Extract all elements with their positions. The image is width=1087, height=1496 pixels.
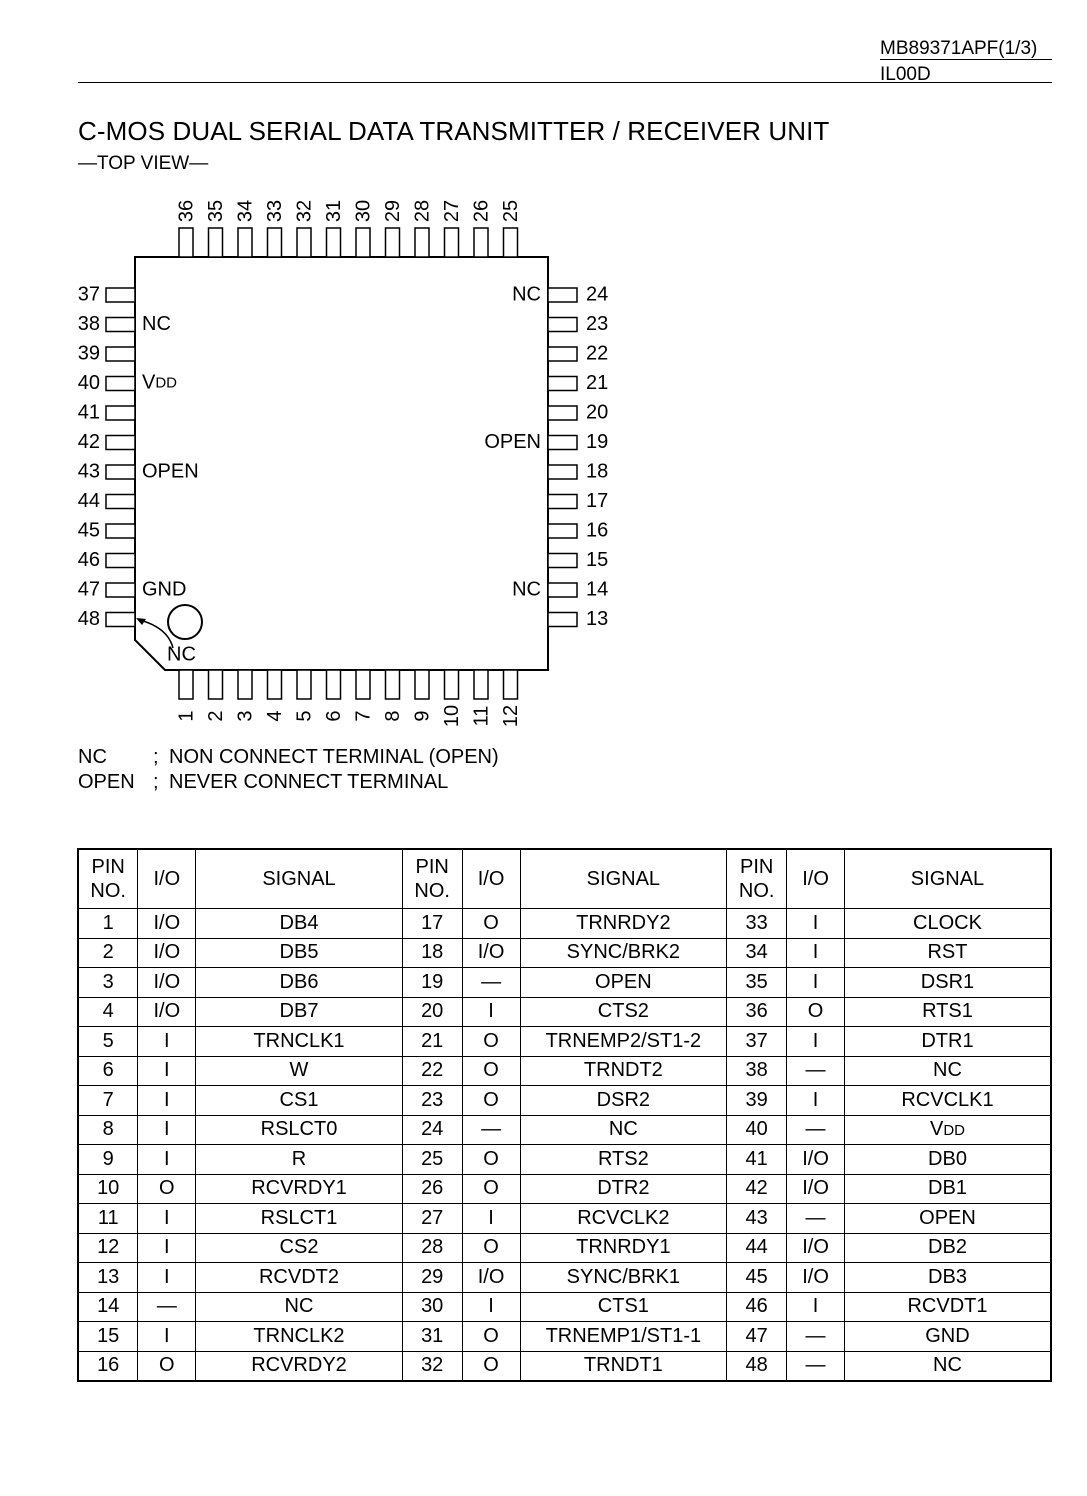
pin-lead xyxy=(548,495,577,509)
io-cell: O xyxy=(138,1174,196,1204)
pin-number-cell: 45 xyxy=(727,1263,787,1293)
pin-lead xyxy=(548,583,577,597)
pin-lead xyxy=(209,228,223,257)
io-cell: I xyxy=(138,1204,196,1234)
signal-cell: DB1 xyxy=(844,1174,1051,1204)
pin-lead xyxy=(238,670,252,699)
pin-lead xyxy=(179,670,193,699)
pin-number-cell: 40 xyxy=(727,1115,787,1145)
io-cell: I/O xyxy=(462,1263,520,1293)
io-cell: — xyxy=(787,1056,845,1086)
pin-lead xyxy=(327,228,341,257)
io-cell: — xyxy=(138,1292,196,1322)
signal-cell: DB7 xyxy=(196,997,403,1027)
signal-header: SIGNAL xyxy=(844,849,1051,909)
io-header: I/O xyxy=(138,849,196,909)
signal-cell: TRNCLK1 xyxy=(196,1027,403,1057)
pin-lead xyxy=(106,347,135,361)
pin-number-cell: 47 xyxy=(727,1322,787,1352)
pin-number-label: 41 xyxy=(77,401,100,424)
io-cell: O xyxy=(462,1145,520,1175)
table-row xyxy=(78,1115,1051,1145)
pin-no-header: PIN NO. xyxy=(402,849,462,909)
pin-number-label: 46 xyxy=(77,548,100,571)
io-cell: I/O xyxy=(787,1233,845,1263)
signal-cell: OPEN xyxy=(844,1204,1051,1234)
table-header-row xyxy=(78,849,1051,909)
io-cell: I xyxy=(138,1056,196,1086)
pin-number-label: 25 xyxy=(499,199,522,223)
pin-number-cell: 48 xyxy=(727,1351,787,1381)
signal-cell: CLOCK xyxy=(844,909,1051,939)
pin-lead xyxy=(106,288,135,302)
pin-lead xyxy=(106,436,135,450)
signal-cell: TRNDT1 xyxy=(520,1351,727,1381)
signal-cell: RTS2 xyxy=(520,1145,727,1175)
pin-lead xyxy=(268,228,282,257)
pin-number-label: 35 xyxy=(204,199,227,223)
io-cell: O xyxy=(462,909,520,939)
pin-lead xyxy=(548,436,577,450)
table-row xyxy=(78,1322,1051,1352)
table-row xyxy=(78,1233,1051,1263)
pin-lead xyxy=(106,318,135,332)
pin-number-label: 16 xyxy=(586,519,609,542)
pin-number-label: 9 xyxy=(411,710,434,722)
pin-number-cell: 12 xyxy=(78,1233,138,1263)
pin-lead xyxy=(356,228,370,257)
pin-signal-label: GND xyxy=(142,578,187,601)
io-cell: I xyxy=(138,1233,196,1263)
signal-cell: VDD xyxy=(844,1115,1051,1145)
signal-cell: TRNRDY2 xyxy=(520,909,727,939)
pin-number-cell: 11 xyxy=(78,1204,138,1234)
pin-signal-label: NC xyxy=(142,312,171,335)
signal-cell: NC xyxy=(196,1292,403,1322)
legend-key: OPEN xyxy=(78,771,135,793)
pin-lead xyxy=(548,524,577,538)
pin-number-label: 12 xyxy=(499,704,522,728)
pin-number-cell: 44 xyxy=(727,1233,787,1263)
signal-cell: DTR1 xyxy=(844,1027,1051,1057)
table-row xyxy=(78,1351,1051,1381)
pin-number-label: 14 xyxy=(586,578,609,601)
pin-number-cell: 39 xyxy=(727,1086,787,1116)
signal-cell: DB3 xyxy=(844,1263,1051,1293)
signal-header: SIGNAL xyxy=(520,849,727,909)
signal-cell: TRNEMP2/ST1-2 xyxy=(520,1027,727,1057)
signal-cell: GND xyxy=(844,1322,1051,1352)
pin-number-label: 11 xyxy=(470,705,493,727)
pin-number-label: 23 xyxy=(586,312,609,335)
io-cell: O xyxy=(462,1174,520,1204)
pin-number-label: 27 xyxy=(440,199,463,223)
part-number: MB89371APF(1/3) xyxy=(880,38,1038,59)
pin-lead xyxy=(106,613,135,627)
pin-number-label: 36 xyxy=(175,199,198,223)
table-row xyxy=(78,909,1051,939)
signal-cell: SYNC/BRK2 xyxy=(520,938,727,968)
io-cell: I xyxy=(138,1263,196,1293)
page-title: C-MOS DUAL SERIAL DATA TRANSMITTER / RECEIVER UNIT xyxy=(78,116,830,146)
signal-cell: RCVDT2 xyxy=(196,1263,403,1293)
pin-number-cell: 17 xyxy=(402,909,462,939)
pin-number-cell: 18 xyxy=(402,938,462,968)
signal-cell: RTS1 xyxy=(844,997,1051,1027)
io-cell: I/O xyxy=(138,997,196,1027)
pin-number-cell: 2 xyxy=(78,938,138,968)
pin-number-cell: 1 xyxy=(78,909,138,939)
pin-lead xyxy=(106,554,135,568)
pin-lead xyxy=(106,406,135,420)
doc-code: IL00D xyxy=(880,64,931,85)
signal-cell: RST xyxy=(844,938,1051,968)
signal-cell: RCVDT1 xyxy=(844,1292,1051,1322)
pin-number-label: 48 xyxy=(77,607,100,630)
signal-cell: DSR2 xyxy=(520,1086,727,1116)
pin-number-cell: 28 xyxy=(402,1233,462,1263)
pin-number-cell: 20 xyxy=(402,997,462,1027)
signal-cell: DB5 xyxy=(196,938,403,968)
pin-lead xyxy=(356,670,370,699)
pin-number-label: 30 xyxy=(352,199,375,223)
io-cell: O xyxy=(138,1351,196,1381)
io-cell: I xyxy=(138,1027,196,1057)
legend-nc xyxy=(78,744,499,770)
table-row xyxy=(78,1263,1051,1293)
view-label: —TOP VIEW— xyxy=(78,153,209,174)
pin-number-label: 7 xyxy=(352,710,375,722)
io-cell: O xyxy=(462,1322,520,1352)
pin1-index-mark xyxy=(168,605,202,639)
io-cell: I xyxy=(787,1027,845,1057)
pin-number-label: 34 xyxy=(234,199,257,223)
signal-cell: NC xyxy=(844,1056,1051,1086)
pin-number-label: 31 xyxy=(322,199,345,223)
pin-number-cell: 15 xyxy=(78,1322,138,1352)
pin-number-cell: 4 xyxy=(78,997,138,1027)
signal-cell: SYNC/BRK1 xyxy=(520,1263,727,1293)
table-row xyxy=(78,1204,1051,1234)
pin-number-cell: 25 xyxy=(402,1145,462,1175)
io-header: I/O xyxy=(787,849,845,909)
corner-nc-label: NC xyxy=(167,643,196,666)
pin-number-cell: 10 xyxy=(78,1174,138,1204)
pin-number-cell: 43 xyxy=(727,1204,787,1234)
signal-cell: RCVRDY1 xyxy=(196,1174,403,1204)
pin-number-label: 24 xyxy=(586,283,609,306)
pin-number-cell: 19 xyxy=(402,968,462,998)
pin-number-label: 45 xyxy=(77,519,100,542)
table-row xyxy=(78,1056,1051,1086)
pin-lead xyxy=(106,583,135,597)
pin-number-cell: 35 xyxy=(727,968,787,998)
pin-number-label: 44 xyxy=(77,489,100,512)
pin-number-label: 13 xyxy=(586,607,609,630)
pin-lead xyxy=(415,670,429,699)
io-cell: I xyxy=(138,1322,196,1352)
io-cell: I xyxy=(462,997,520,1027)
pin-assignment-table xyxy=(77,848,1052,1382)
io-cell: — xyxy=(462,968,520,998)
io-cell: O xyxy=(787,997,845,1027)
io-cell: I/O xyxy=(138,968,196,998)
signal-cell: RCVCLK2 xyxy=(520,1204,727,1234)
io-cell: I xyxy=(462,1292,520,1322)
pin-number-label: 2 xyxy=(204,710,227,722)
pin-number-cell: 13 xyxy=(78,1263,138,1293)
signal-cell: DTR2 xyxy=(520,1174,727,1204)
pin-lead xyxy=(297,670,311,699)
io-cell: I/O xyxy=(787,1145,845,1175)
pin-number-label: 1 xyxy=(175,710,198,722)
pin-number-cell: 37 xyxy=(727,1027,787,1057)
io-header: I/O xyxy=(462,849,520,909)
pin-number-label: 5 xyxy=(293,710,316,722)
pin-number-cell: 30 xyxy=(402,1292,462,1322)
pin-lead xyxy=(504,228,518,257)
pin-lead xyxy=(548,406,577,420)
legend-text: NON CONNECT TERMINAL (OPEN) xyxy=(169,746,499,768)
pin-number-cell: 42 xyxy=(727,1174,787,1204)
io-cell: I xyxy=(462,1204,520,1234)
pin-number-label: 26 xyxy=(470,199,493,223)
signal-cell: W xyxy=(196,1056,403,1086)
pin-number-label: 15 xyxy=(586,548,609,571)
signal-cell: RSLCT0 xyxy=(196,1115,403,1145)
pin-lead xyxy=(415,228,429,257)
pin-number-label: 18 xyxy=(586,460,609,483)
pin-number-cell: 26 xyxy=(402,1174,462,1204)
signal-cell: RCVCLK1 xyxy=(844,1086,1051,1116)
pin-lead xyxy=(548,288,577,302)
pin-signal-label: NC xyxy=(512,578,541,601)
table-row xyxy=(78,1027,1051,1057)
pin-number-cell: 3 xyxy=(78,968,138,998)
pin-lead xyxy=(238,228,252,257)
table-row xyxy=(78,997,1051,1027)
pin-number-cell: 16 xyxy=(78,1351,138,1381)
table-body xyxy=(78,909,1051,1382)
pin-number-label: 37 xyxy=(77,283,100,306)
pin-lead xyxy=(548,318,577,332)
io-cell: — xyxy=(787,1115,845,1145)
pin-lead xyxy=(106,465,135,479)
signal-cell: R xyxy=(196,1145,403,1175)
table-row xyxy=(78,968,1051,998)
pin-lead xyxy=(386,670,400,699)
pin-number-cell: 27 xyxy=(402,1204,462,1234)
pin-number-cell: 33 xyxy=(727,909,787,939)
io-cell: — xyxy=(462,1115,520,1145)
signal-cell: NC xyxy=(520,1115,727,1145)
pin-number-cell: 7 xyxy=(78,1086,138,1116)
io-cell: O xyxy=(462,1233,520,1263)
signal-cell: TRNEMP1/ST1-1 xyxy=(520,1322,727,1352)
signal-cell: CS1 xyxy=(196,1086,403,1116)
pin-number-label: 19 xyxy=(586,430,609,453)
pin-number-cell: 41 xyxy=(727,1145,787,1175)
signal-cell: RCVRDY2 xyxy=(196,1351,403,1381)
pin-number-label: 42 xyxy=(77,430,100,453)
table-row xyxy=(78,1174,1051,1204)
io-cell: I xyxy=(787,1086,845,1116)
pin-lead xyxy=(548,347,577,361)
table-row xyxy=(78,1292,1051,1322)
io-cell: I xyxy=(138,1086,196,1116)
pin-lead xyxy=(548,554,577,568)
legend-sep: ; xyxy=(153,746,159,768)
pin-lead xyxy=(209,670,223,699)
legend-sep: ; xyxy=(153,771,159,793)
legend-key: NC xyxy=(78,746,107,768)
signal-cell: TRNCLK2 xyxy=(196,1322,403,1352)
io-cell: I xyxy=(787,938,845,968)
signal-cell: CTS2 xyxy=(520,997,727,1027)
pin-number-label: 32 xyxy=(293,199,316,223)
pin-lead xyxy=(179,228,193,257)
signal-header: SIGNAL xyxy=(196,849,403,909)
pin-number-cell: 9 xyxy=(78,1145,138,1175)
pin-signal-label: OPEN xyxy=(142,460,199,483)
table-row xyxy=(78,1086,1051,1116)
table-row xyxy=(78,938,1051,968)
pin-number-cell: 38 xyxy=(727,1056,787,1086)
pin-number-label: 47 xyxy=(77,578,100,601)
io-cell: I/O xyxy=(462,938,520,968)
pin-signal-label: NC xyxy=(512,283,541,306)
pin-lead xyxy=(297,228,311,257)
signal-cell: DB4 xyxy=(196,909,403,939)
pin-number-label: 6 xyxy=(322,710,345,722)
pin-lead xyxy=(548,465,577,479)
pin-signal-label: VDD xyxy=(142,371,178,394)
pin-no-header: PIN NO. xyxy=(78,849,138,909)
pin-no-header: PIN NO. xyxy=(727,849,787,909)
pin-number-label: 17 xyxy=(586,489,609,512)
io-cell: O xyxy=(462,1086,520,1116)
io-cell: — xyxy=(787,1204,845,1234)
io-cell: O xyxy=(462,1056,520,1086)
pin-number-cell: 23 xyxy=(402,1086,462,1116)
pin-number-cell: 24 xyxy=(402,1115,462,1145)
pin-lead xyxy=(445,228,459,257)
signal-cell: DB6 xyxy=(196,968,403,998)
pin-number-label: 10 xyxy=(440,704,463,728)
pin-number-cell: 22 xyxy=(402,1056,462,1086)
pin-number-label: 8 xyxy=(381,710,404,722)
io-cell: I xyxy=(787,1292,845,1322)
pin-lead xyxy=(106,524,135,538)
pin-number-cell: 36 xyxy=(727,997,787,1027)
signal-cell: OPEN xyxy=(520,968,727,998)
pin-lead xyxy=(474,670,488,699)
pin-number-cell: 31 xyxy=(402,1322,462,1352)
table-row xyxy=(78,1145,1051,1175)
pin-lead xyxy=(268,670,282,699)
pin-number-label: 3 xyxy=(234,710,257,722)
pin-layer xyxy=(78,200,609,727)
pin-number-cell: 21 xyxy=(402,1027,462,1057)
signal-cell: TRNRDY1 xyxy=(520,1233,727,1263)
legend-text: NEVER CONNECT TERMINAL xyxy=(169,771,449,793)
io-cell: I xyxy=(787,968,845,998)
pin-number-label: 20 xyxy=(586,401,609,424)
io-cell: — xyxy=(787,1351,845,1381)
signal-cell: DB2 xyxy=(844,1233,1051,1263)
io-cell: — xyxy=(787,1322,845,1352)
pin-number-cell: 14 xyxy=(78,1292,138,1322)
io-cell: I xyxy=(138,1145,196,1175)
pin-lead xyxy=(106,377,135,391)
pin-number-label: 38 xyxy=(77,312,100,335)
signal-cell: RSLCT1 xyxy=(196,1204,403,1234)
pin-number-label: 39 xyxy=(77,342,100,365)
pin-lead xyxy=(386,228,400,257)
pin-lead xyxy=(106,495,135,509)
pin-number-cell: 5 xyxy=(78,1027,138,1057)
pin-lead xyxy=(548,613,577,627)
pin-number-cell: 29 xyxy=(402,1263,462,1293)
pin-lead xyxy=(548,377,577,391)
io-cell: I/O xyxy=(138,938,196,968)
pin-signal-label: OPEN xyxy=(484,430,541,453)
signal-cell: DB0 xyxy=(844,1145,1051,1175)
pin-number-label: 4 xyxy=(263,710,286,722)
io-cell: O xyxy=(462,1351,520,1381)
pin-number-cell: 32 xyxy=(402,1351,462,1381)
pin-number-label: 33 xyxy=(263,199,286,223)
io-cell: I/O xyxy=(787,1174,845,1204)
pin-number-label: 22 xyxy=(586,342,609,365)
pin-lead xyxy=(445,670,459,699)
io-cell: I xyxy=(787,909,845,939)
io-cell: I/O xyxy=(138,909,196,939)
legend-open xyxy=(78,769,448,795)
pin-number-cell: 34 xyxy=(727,938,787,968)
io-cell: O xyxy=(462,1027,520,1057)
signal-cell: CTS1 xyxy=(520,1292,727,1322)
signal-cell: DSR1 xyxy=(844,968,1051,998)
pin-lead xyxy=(504,670,518,699)
pin-number-label: 29 xyxy=(381,199,404,223)
io-cell: I/O xyxy=(787,1263,845,1293)
signal-cell: TRNDT2 xyxy=(520,1056,727,1086)
signal-cell: NC xyxy=(844,1351,1051,1381)
signal-cell: CS2 xyxy=(196,1233,403,1263)
pin-number-label: 21 xyxy=(586,371,609,394)
pin-lead xyxy=(327,670,341,699)
pin-number-label: 40 xyxy=(77,371,100,394)
pin-number-cell: 46 xyxy=(727,1292,787,1322)
pin-lead xyxy=(474,228,488,257)
pin-number-label: 43 xyxy=(77,460,100,483)
pin-number-cell: 6 xyxy=(78,1056,138,1086)
pin-number-cell: 8 xyxy=(78,1115,138,1145)
io-cell: I xyxy=(138,1115,196,1145)
pin-number-label: 28 xyxy=(411,199,434,223)
